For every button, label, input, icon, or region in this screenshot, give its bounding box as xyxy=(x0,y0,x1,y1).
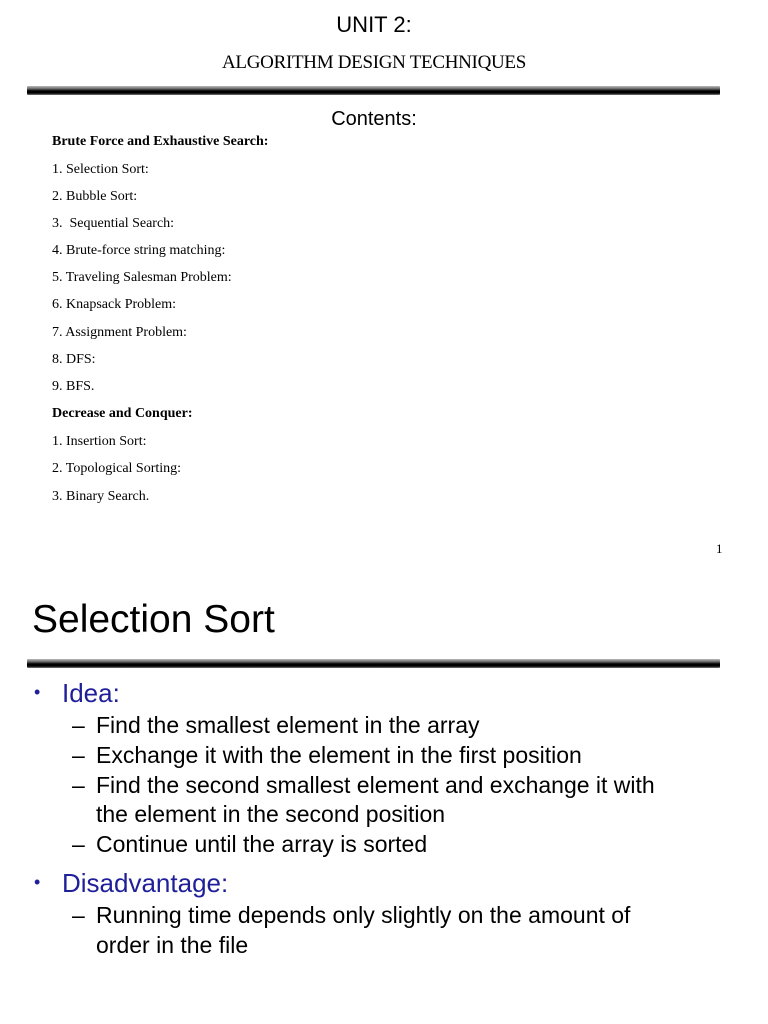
bullet-label: Idea: xyxy=(62,678,120,708)
toc-item: 3. Sequential Search: xyxy=(52,216,175,231)
toc-item: 8. DFS: xyxy=(52,352,96,367)
contents-heading: Contents: xyxy=(331,108,417,130)
toc-item: 6. Knapsack Problem: xyxy=(52,297,177,312)
sub-point-continuation: the element in the second position xyxy=(96,801,446,827)
dash-icon: – xyxy=(72,831,85,857)
toc-item: 1. Selection Sort: xyxy=(52,162,149,177)
toc-item: 2. Bubble Sort: xyxy=(52,189,138,204)
toc-item: 4. Brute-force string matching: xyxy=(52,243,226,258)
slide-title: Selection Sort xyxy=(32,598,275,641)
sub-point-text: Find the second smallest element and exchange it with xyxy=(96,772,655,798)
dash-icon: – xyxy=(72,902,85,928)
section-heading-decrease-conquer: Decrease and Conquer: xyxy=(52,406,193,421)
bullet-idea xyxy=(34,678,120,709)
page-number: 1 xyxy=(716,541,723,556)
section-heading-brute-force: Brute Force and Exhaustive Search: xyxy=(52,134,269,149)
toc-item: 2. Topological Sorting: xyxy=(52,461,182,476)
sub-point-text: Find the smallest element in the array xyxy=(96,712,480,738)
sub-point xyxy=(72,712,480,739)
title-divider xyxy=(27,86,720,95)
bullet-disadvantage xyxy=(34,868,228,899)
toc-item: 7. Assignment Problem: xyxy=(52,325,187,340)
sub-point-text: Continue until the array is sorted xyxy=(96,831,428,857)
sub-point-text: Running time depends only slightly on the amount of xyxy=(96,902,631,928)
sub-point xyxy=(72,772,655,799)
sub-point xyxy=(72,831,427,858)
unit-subtitle: ALGORITHM DESIGN TECHNIQUES xyxy=(222,52,526,73)
toc-item: 9. BFS. xyxy=(52,379,95,394)
dash-icon: – xyxy=(72,712,85,738)
sub-point-text: Exchange it with the element in the first position xyxy=(96,742,582,768)
toc-item: 3. Binary Search. xyxy=(52,489,150,504)
sub-point-continuation: order in the file xyxy=(96,932,249,958)
bullet-label: Disadvantage: xyxy=(62,868,229,898)
dash-icon: – xyxy=(72,772,85,798)
dash-icon: – xyxy=(72,742,85,768)
sub-point xyxy=(72,742,582,769)
title-divider xyxy=(27,659,720,668)
bullet-icon: • xyxy=(34,682,41,702)
unit-title: UNIT 2: xyxy=(336,12,412,37)
toc-item: 1. Insertion Sort: xyxy=(52,434,147,449)
sub-point xyxy=(72,902,630,929)
bullet-icon: • xyxy=(34,872,41,892)
toc-item: 5. Traveling Salesman Problem: xyxy=(52,270,232,285)
